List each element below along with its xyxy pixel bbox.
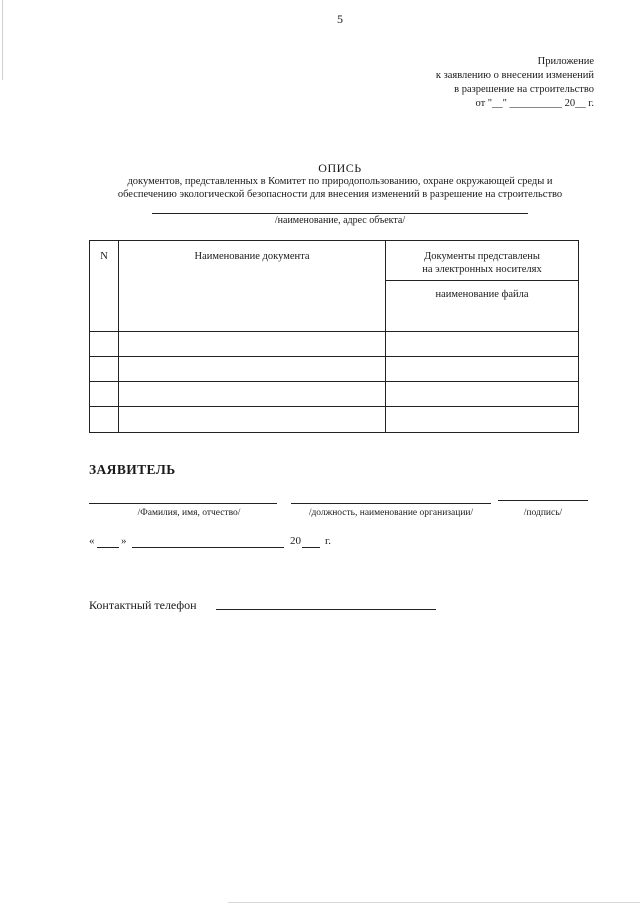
table-row xyxy=(90,407,579,433)
cell-file-name[interactable] xyxy=(386,357,579,382)
cell-document-name[interactable] xyxy=(119,382,386,407)
cell-number[interactable] xyxy=(90,357,119,382)
cell-number[interactable] xyxy=(90,332,119,357)
cell-number[interactable] xyxy=(90,382,119,407)
appendix-line: Приложение xyxy=(537,56,594,67)
appendix-note xyxy=(334,55,594,111)
position-field[interactable] xyxy=(291,503,491,504)
object-name-field[interactable] xyxy=(152,213,528,214)
header-file-name: наименование файла xyxy=(386,281,579,332)
subtitle-line: обеспечению экологической безопасности для внесения изменений в разрешение на строительство xyxy=(117,189,563,200)
cell-number[interactable] xyxy=(90,407,119,433)
header-electronic-media xyxy=(386,241,579,281)
fio-caption: /Фамилия, имя, отчество/ xyxy=(137,508,241,518)
documents-table xyxy=(89,240,579,433)
cell-file-name[interactable] xyxy=(386,407,579,433)
date-year-field[interactable] xyxy=(302,547,320,548)
date-day-field[interactable] xyxy=(97,547,119,548)
document-subtitle xyxy=(60,175,620,201)
table-row xyxy=(90,382,579,407)
header-electronic-line: Документы представлены xyxy=(424,251,540,262)
table-row xyxy=(90,357,579,382)
cell-document-name[interactable] xyxy=(119,407,386,433)
date-quote-open: « xyxy=(89,535,95,547)
cell-document-name[interactable] xyxy=(119,357,386,382)
document-title: ОПИСЬ xyxy=(318,161,362,175)
object-name-caption: /наименование, адрес объекта/ xyxy=(274,215,406,226)
appendix-date-line: от "__" __________ 20__ г. xyxy=(475,98,594,109)
subtitle-line: документов, представленных в Комитет по природопользованию, охране окружающей среды и xyxy=(127,176,553,187)
header-electronic-line: на электронных носителях xyxy=(422,264,542,275)
header-number: N xyxy=(90,241,119,332)
date-month-field[interactable] xyxy=(132,547,284,548)
table-header-row xyxy=(90,241,579,281)
header-document-name: Наименование документа xyxy=(119,241,386,332)
declarant-heading: ЗАЯВИТЕЛЬ xyxy=(89,462,176,477)
date-year-prefix: 20 xyxy=(290,535,301,547)
date-year-suffix: г. xyxy=(325,535,332,547)
contact-phone-label: Контактный телефон xyxy=(89,598,197,612)
appendix-line: в разрешение на строительство xyxy=(454,84,594,95)
signature-field[interactable] xyxy=(498,500,588,501)
cell-file-name[interactable] xyxy=(386,382,579,407)
position-caption: /должность, наименование организации/ xyxy=(308,508,474,518)
cell-document-name[interactable] xyxy=(119,332,386,357)
scan-edge-bottom xyxy=(228,902,640,903)
fio-field[interactable] xyxy=(89,503,277,504)
appendix-line: к заявлению о внесении изменений xyxy=(435,70,594,81)
signature-caption: /подпись/ xyxy=(523,508,563,518)
contact-phone-field[interactable] xyxy=(216,609,436,610)
date-quote-close: » xyxy=(121,535,127,547)
cell-file-name[interactable] xyxy=(386,332,579,357)
table-row xyxy=(90,332,579,357)
page-number: 5 xyxy=(337,12,343,26)
